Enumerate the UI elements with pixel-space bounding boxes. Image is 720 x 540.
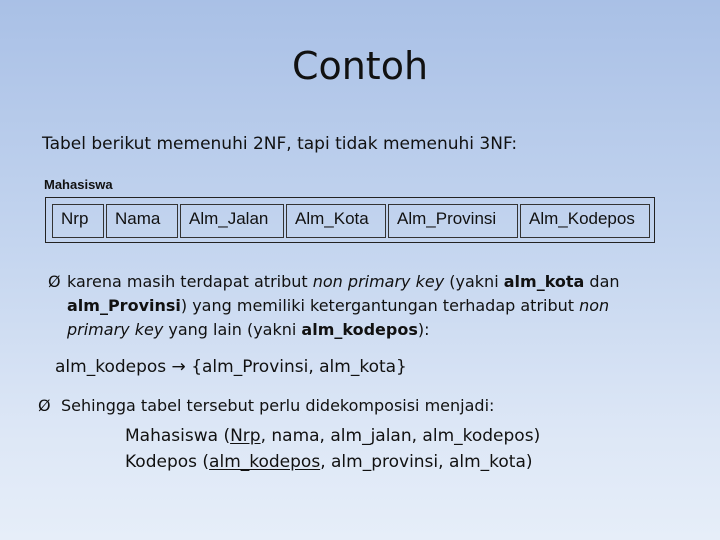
bullet-arrow-icon: Ø [48, 272, 61, 291]
functional-dependency: alm_kodepos → {alm_Provinsi, alm_kota} [55, 357, 407, 377]
column-header: Alm_Kota [286, 204, 386, 238]
mahasiswa-table [45, 197, 655, 243]
relation-mahasiswa: Mahasiswa (Nrp, nama, alm_jalan, alm_kodepos) [125, 426, 541, 446]
bullet-arrow-icon: Ø [38, 396, 51, 415]
column-header: Nama [106, 204, 178, 238]
column-header: Nrp [52, 204, 104, 238]
relation-kodepos: Kodepos (alm_kodepos, alm_provinsi, alm_kota) [125, 452, 533, 472]
intro-text: Tabel berikut memenuhi 2NF, tapi tidak memenuhi 3NF: [42, 134, 518, 154]
column-header: Alm_Jalan [180, 204, 284, 238]
bullet-point-dependency: karena masih terdapat atribut non primary key (yakni alm_kota dan alm_Provinsi) yang memiliki ketergantungan terhadap atribut non primary key yang lain (yakni alm_kodepos): [67, 272, 620, 339]
column-header: Alm_Provinsi [388, 204, 518, 238]
slide-title: Contoh [291, 44, 429, 88]
arrow-right-icon: → [171, 357, 186, 377]
column-header: Alm_Kodepos [520, 204, 650, 238]
table-name: Mahasiswa [44, 177, 113, 192]
bullet-point-decomposition: Sehingga tabel tersebut perlu didekomposisi menjadi: [61, 396, 495, 415]
decomposed-relations [125, 423, 540, 475]
